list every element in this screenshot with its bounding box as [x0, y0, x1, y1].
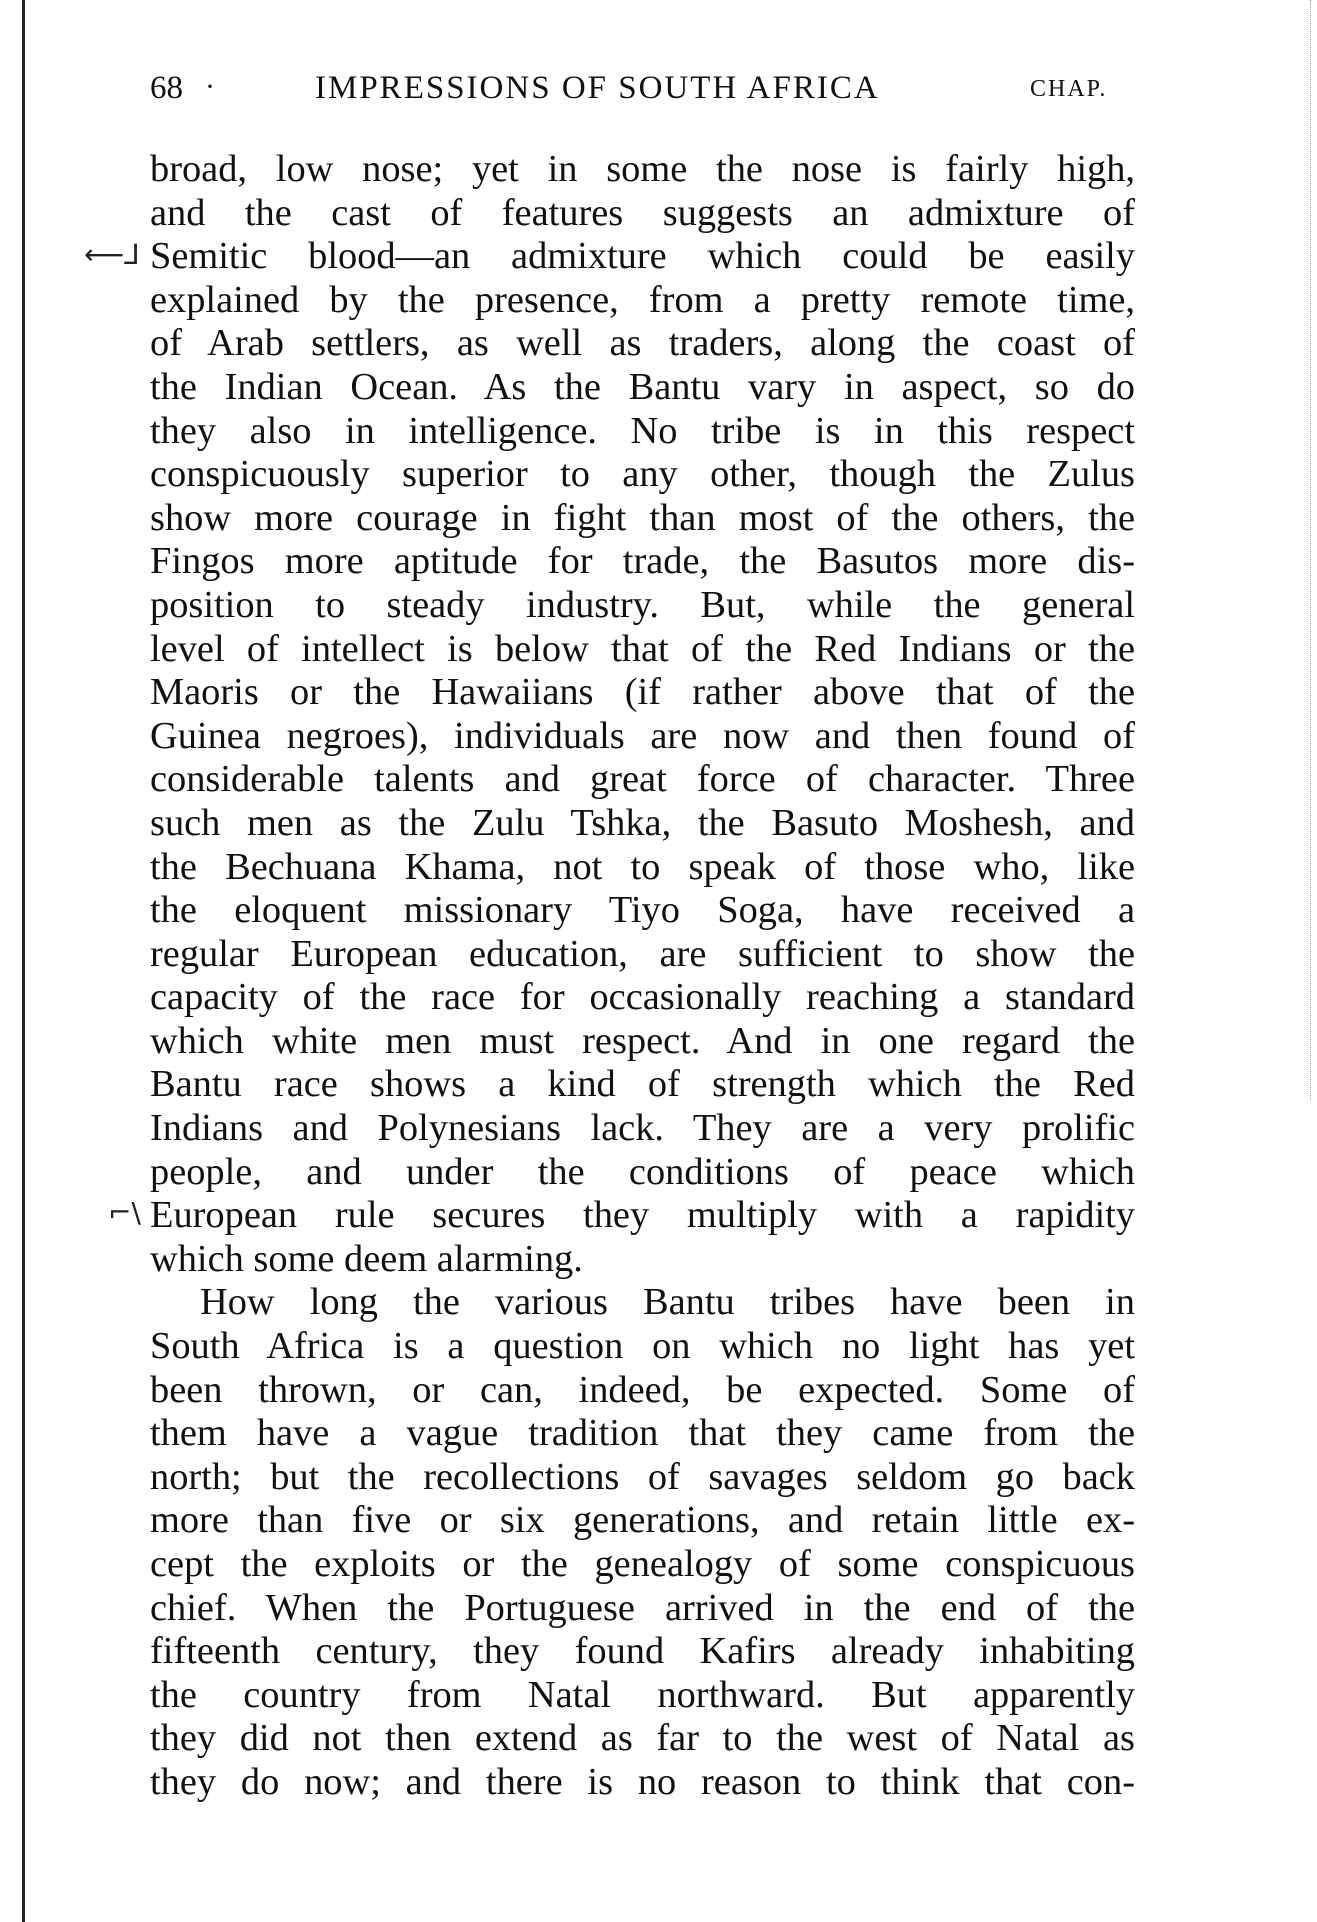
text-line: explained by the presence, from a pretty remote time, — [150, 278, 1135, 321]
text-line: they do now; and there is no reason to think that con- — [150, 1760, 1135, 1803]
text-line: cept the exploits or the genealogy of some conspicuous — [150, 1543, 1135, 1585]
text-line: such men as the Zulu Tshka, the Basuto Moshesh, and — [150, 801, 1135, 844]
text-line: conspicuously superior to any other, though the Zulus — [150, 453, 1135, 496]
text-line: Maoris or the Hawaiians (if rather above that of the — [150, 671, 1135, 714]
paragraph-end-line: which some deem alarming. — [150, 1237, 583, 1280]
text-line: them have a vague tradition that they came from the — [150, 1412, 1135, 1455]
running-title: IMPRESSIONS OF SOUTH AFRICA — [315, 70, 880, 106]
text-line: the Indian Ocean. As the Bantu vary in aspect, so do — [150, 365, 1135, 408]
text-line: the country from Natal northward. But apparently — [150, 1673, 1135, 1716]
paragraph-start-line: How long the various Bantu tribes have been in — [200, 1281, 1135, 1324]
text-line: considerable talents and great force of character. Three — [150, 758, 1135, 801]
text-line: South Africa is a question on which no light has yet — [150, 1325, 1135, 1368]
text-line: position to steady industry. But, while the general — [150, 583, 1135, 626]
text-line: Semitic blood—an admixture which could be easily — [150, 235, 1135, 278]
text-line: which white men must respect. And in one regard the — [150, 1019, 1135, 1062]
page-number: 68 — [150, 70, 183, 106]
chapter-label: CHAP. — [1030, 76, 1108, 102]
text-line: Indians and Polynesians lack. They are a very prolific — [150, 1107, 1135, 1150]
text-line: capacity of the race for occasionally reaching a standard — [150, 976, 1135, 1019]
margin-pencil-mark-bottom: ⌐\ — [108, 1196, 141, 1229]
text-line: the eloquent missionary Tiyo Soga, have received a — [150, 889, 1135, 932]
page-number-separator: · — [205, 70, 215, 103]
running-head — [150, 70, 1150, 120]
text-line: they also in intelligence. No tribe is in this respect — [150, 409, 1135, 452]
margin-pencil-mark-top: ⟵⅃ — [84, 238, 140, 271]
text-line: level of intellect is below that of the Red Indians or the — [150, 627, 1135, 670]
text-line: regular European education, are sufficient to show the — [150, 932, 1135, 975]
text-line: people, and under the conditions of peace which — [150, 1150, 1135, 1193]
text-line: broad, low nose; yet in some the nose is fairly high, — [150, 148, 1135, 190]
text-line: north; but the recollections of savages seldom go back — [150, 1455, 1135, 1498]
binding-edge-line — [22, 0, 25, 1922]
body-text — [150, 148, 1135, 1805]
text-line: show more courage in fight than most of the others, the — [150, 496, 1135, 539]
text-line: Bantu race shows a kind of strength which the Red — [150, 1063, 1135, 1106]
scan-edge-specks — [1304, 0, 1311, 1100]
text-line: European rule secures they multiply with a rapidity — [150, 1194, 1135, 1237]
text-line: the Bechuana Khama, not to speak of those who, like — [150, 845, 1135, 888]
text-line: Fingos more aptitude for trade, the Basutos more dis- — [150, 540, 1135, 583]
text-line: of Arab settlers, as well as traders, along the coast of — [150, 322, 1135, 365]
text-line: more than five or six generations, and retain little ex- — [150, 1499, 1135, 1542]
text-line: been thrown, or can, indeed, be expected. Some of — [150, 1368, 1135, 1411]
text-line: chief. When the Portuguese arrived in the end of the — [150, 1586, 1135, 1629]
text-line: Guinea negroes), individuals are now and then found of — [150, 714, 1135, 757]
text-line: and the cast of features suggests an admixture of — [150, 191, 1135, 234]
text-line: fifteenth century, they found Kafirs already inhabiting — [150, 1630, 1135, 1673]
text-line: they did not then extend as far to the west of Natal as — [150, 1717, 1135, 1760]
